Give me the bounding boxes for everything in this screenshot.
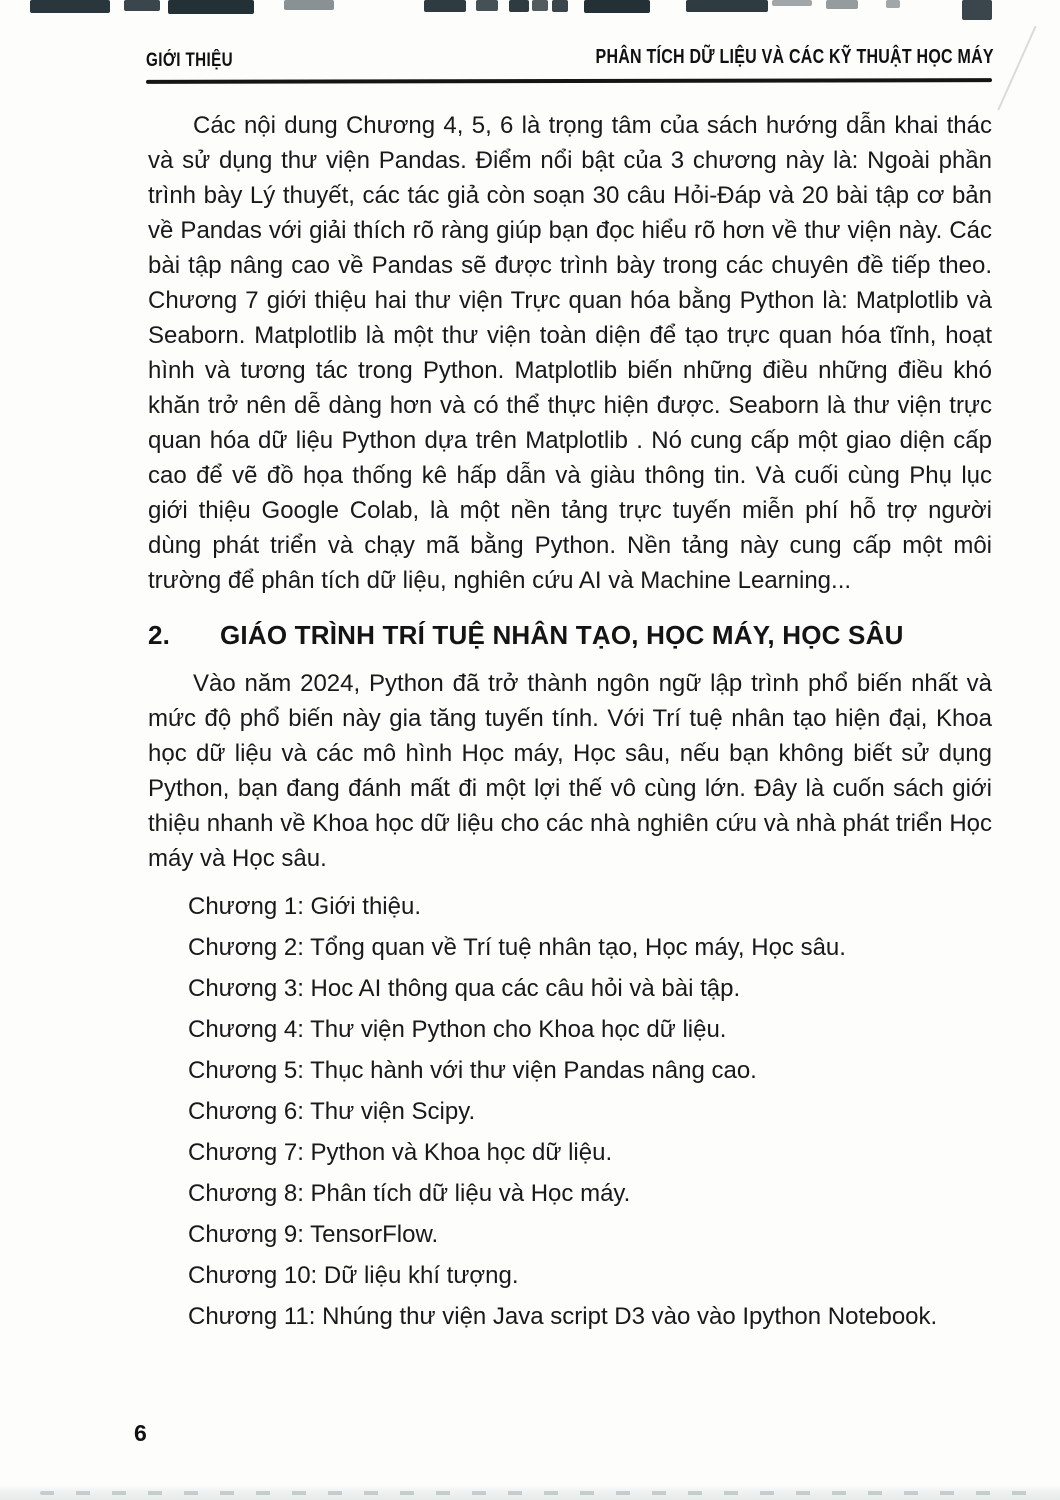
chapter-item-10: Chương 10: Dữ liệu khí tượng. [188, 1262, 519, 1289]
running-header-left: GIỚI THIỆU [146, 50, 234, 71]
chapter-item-2: Chương 2: Tổng quan về Trí tuệ nhân tạo, Học máy, Học sâu. [188, 934, 846, 961]
scan-artifact-bottom [0, 1484, 1060, 1500]
page-content [148, 108, 992, 1339]
chapter-item-1: Chương 1: Giới thiệu. [188, 893, 421, 920]
chapter-item-9: Chương 9: TensorFlow. [188, 1221, 439, 1248]
page-number: 6 [134, 1420, 147, 1446]
section-heading [148, 620, 992, 651]
chapter-item-4: Chương 4: Thư viện Python cho Khoa học dữ liệu. [188, 1016, 727, 1043]
paragraph-section-2: Vào năm 2024, Python đã trở thành ngôn ngữ lập trình phổ biến nhất và mức độ phổ biến này gia tăng tuyến tính. Với Trí tuệ nhân tạo hiện đại, Khoa học dữ liệu và các mô hình Học máy, Học sâu, nếu bạn không biết sử dụng Python, bạn đang đánh mất đi một lợi thế vô cùng lớn. Đây là cuốn sách giới thiệu nhanh về Khoa học dữ liệu cho các nhà nghiên cứu và nhà phát triển Học máy và Học sâu. [148, 670, 992, 872]
chapter-item-5: Chương 5: Thục hành với thư viện Pandas nâng cao. [188, 1057, 757, 1084]
section-title: GIÁO TRÌNH TRÍ TUỆ NHÂN TẠO, HỌC MÁY, HỌC SÂU [220, 620, 904, 650]
scan-artifact-dashes [40, 1491, 1040, 1495]
chapter-list [148, 888, 992, 1336]
chapter-item-11: Chương 11: Nhúng thư viện Java script D3 vào vào Ipython Notebook. [188, 1303, 938, 1330]
scan-artifact-top [0, 0, 1060, 26]
chapter-item-8: Chương 8: Phân tích dữ liệu và Học máy. [188, 1180, 631, 1207]
running-header-right: PHÂN TÍCH DỮ LIỆU VÀ CÁC KỸ THUẬT HỌC MÁY [595, 46, 994, 68]
chapter-item-7: Chương 7: Python và Khoa học dữ liệu. [188, 1139, 613, 1166]
chapter-item-6: Chương 6: Thư viện Scipy. [188, 1098, 476, 1125]
paragraph-intro: Các nội dung Chương 4, 5, 6 là trọng tâm của sách hướng dẫn khai thác và sử dụng thư viện Pandas. Điểm nổi bật của 3 chương này là: Ngoài phần trình bày Lý thuyết, các tác giả còn soạn 30 câu Hỏi-Đáp và 20 bài tập cơ bản về Pandas với giải thích rõ ràng giúp bạn đọc hiểu rõ hơn về thư viện này. Các bài tập nâng cao về Pandas sẽ được trình bày trong các chuyên đề tiếp theo. Chương 7 giới thiệu hai thư viện Trực quan hóa bằng Python là: Matplotlib và Seaborn. Matplotlib là một thư viện toàn diện để tạo trực quan hóa tĩnh, hoạt hình và tương tác trong Python. Matplotlib biến những điều những điều khó khăn trở nên dễ dàng hơn và có thể thực hiện được. Seaborn là thư viện trực quan hóa dữ liệu Python dựa trên Matplotlib . Nó cung cấp một giao diện cấp cao để vẽ đồ họa thống kê hấp dẫn và giàu thông tin. Và cuối cùng Phụ lục giới thiệu Google Colab, là một nền tảng trực tuyến miễn phí hỗ trợ người dùng phát triển và chạy mã bằng Python. Nền tảng này cung cấp một môi trường để phân tích dữ liệu, nghiên cứu AI và Machine Learning... [148, 112, 992, 594]
page-curl-artifact [997, 26, 1036, 111]
section-number: 2. [148, 620, 171, 650]
header-rule [146, 78, 992, 84]
chapter-item-3: Chương 3: Hoc AI thông qua các câu hỏi và bài tập. [188, 975, 741, 1002]
